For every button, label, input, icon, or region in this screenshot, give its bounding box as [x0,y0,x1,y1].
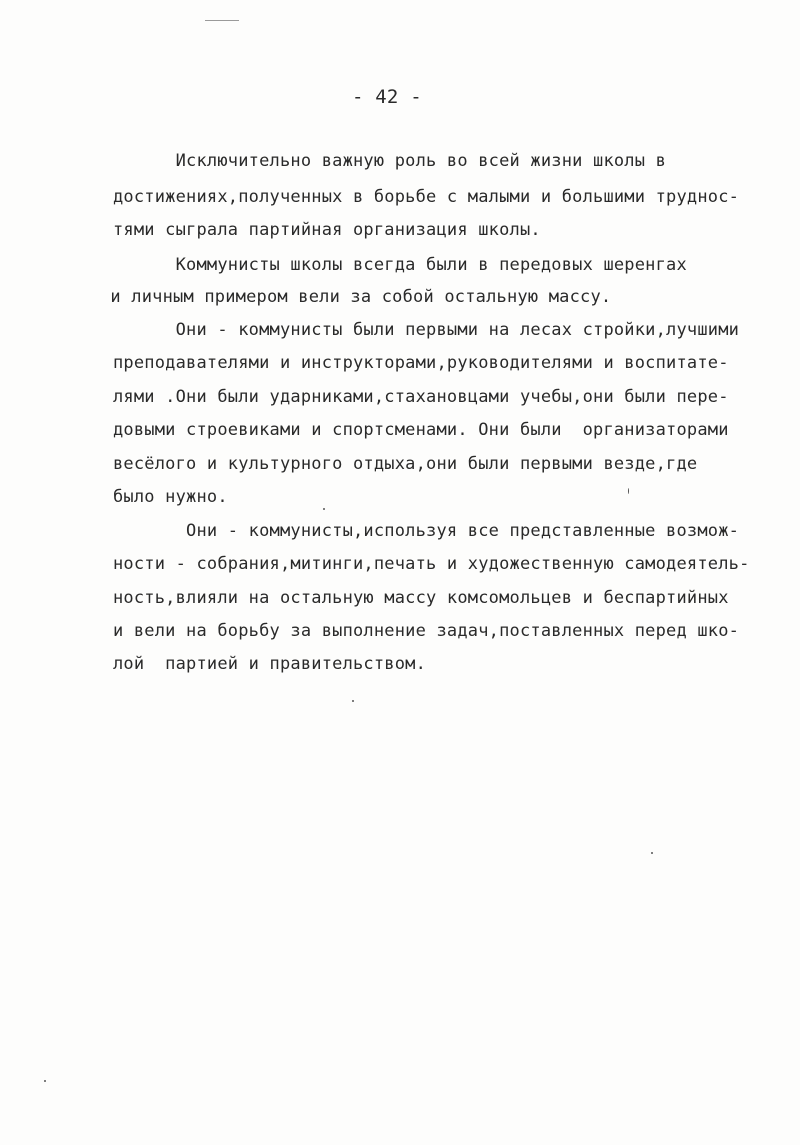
dust-speck [323,508,325,510]
text-line: было нужно. [113,487,228,507]
text-line: достижениях,полученных в борьбе с малыми и большими труднос- [113,187,740,207]
text-line: ности - собрания,митинги,печать и художественную самодеятель- [113,554,750,574]
text-line: Коммунисты школы всегда были в передовых шеренгах [113,255,687,275]
text-line: Исключительно важную роль во всей жизни школы в [113,151,667,171]
text-line: и личным примером вели за собой остальную массу. [100,287,612,307]
text-line: ность,влияли на остальную массу комсомольцев и беспартийных [113,588,729,608]
dust-speck [352,700,354,702]
text-line: Они - коммунисты были первыми на лесах стройки,лучшими [113,320,740,340]
text-line: Они - коммунисты,используя все представленные возмож- [113,521,740,541]
text-line: и вели на борьбу за выполнение задач,поставленных перед шко- [113,621,740,641]
text-line: тями сыграла партийная организация школы. [113,220,541,240]
text-line: преподавателями и инструкторами,руководителями и воспитате- [113,353,729,373]
scan-edge-mark [205,20,239,21]
dust-speck [651,852,653,854]
text-line: лой партией и правительством. [113,654,427,674]
dust-speck [44,1080,46,1082]
text-line: лями .Они были ударниками,стахановцами учебы,они были пере- [113,387,729,407]
page-number: - 42 - [352,86,422,108]
text-line: довыми строевиками и спортсменами. Они были организаторами [113,420,729,440]
text-line: весёлого и культурного отдыха,они были первыми везде,где [113,454,698,474]
dust-speck [628,488,629,494]
